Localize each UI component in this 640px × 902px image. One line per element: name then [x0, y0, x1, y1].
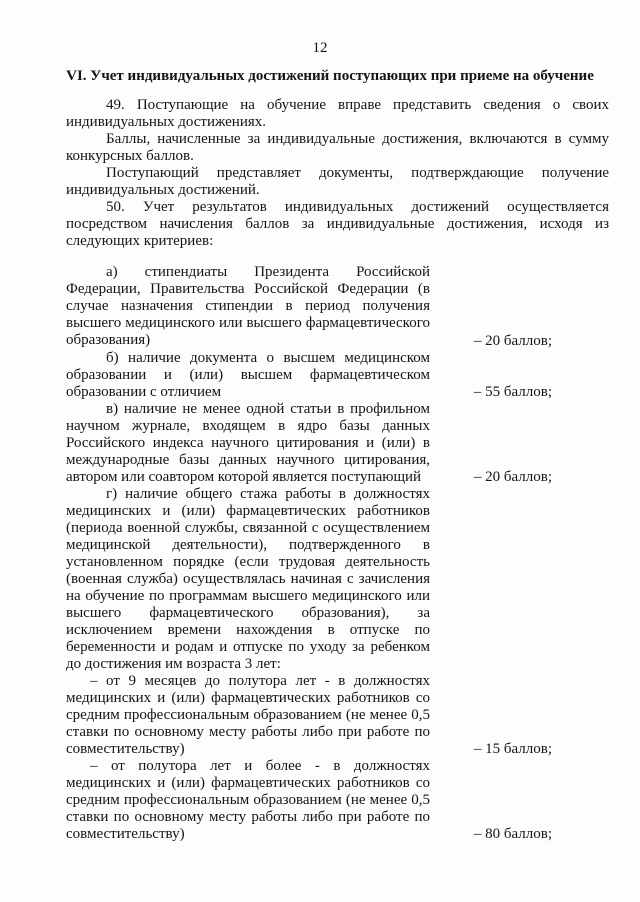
paragraph-scores-included: Баллы, начисленные за индивидуальные достижения, включаются в сумму конкурсных баллов. — [66, 131, 609, 164]
paragraph-50: 50. Учет результатов индивидуальных достижений осуществляется посредством начисления баллов за индивидуальные достижения, исходя из следующих критериев: — [66, 199, 609, 249]
criterion-d-1-5-years-score: – 80 баллов; — [473, 826, 552, 842]
page-number: 12 — [312, 40, 328, 56]
paragraph-49: 49. Поступающие на обучение вправе представить сведения о своих индивидуальных достижениях. — [66, 97, 609, 130]
criterion-c: в) наличие не менее одной статьи в профильном научном журнале, входящем в ядро базы данных Российского индекса научного цитирования и (или) в международные базы данных научного цитирования, автором или соавтором которой является поступающий — [66, 401, 430, 485]
criterion-d-9-months: – от 9 месяцев до полутора лет - в должностях медицинских и (или) фармацевтических работников со средним профессиональным образованием (не менее 0,5 ставки по основному месту работы либо при работе по совместительству) — [66, 673, 430, 757]
criterion-a: а) стипендиаты Президента Российской Федерации, Правительства Российской Федерации (в случае назначения стипендии в период получения высшего медицинского или высшего фармацевтического образования) — [66, 264, 430, 348]
criterion-d-9-months-score: – 15 баллов; — [473, 741, 552, 757]
criterion-c-score: – 20 баллов; — [473, 469, 552, 485]
criterion-b-score: – 55 баллов; — [473, 384, 552, 400]
criterion-d: г) наличие общего стажа работы в должностях медицинских и (или) фармацевтических работников (периода военной службы, связанной с осуществлением медицинской деятельности), подтвержденного в установленном порядке (если трудовая деятельность (военная служба) осуществлялась начиная с зачисления на обучение по программам высшего медицинского или высшего фармацевтического образования), за исключением времени нахождения в отпуске по беременности и родам и отпуске по уходу за ребенком до достижения им возраста 3 лет: — [66, 486, 430, 672]
criterion-d-1-5-years: – от полутора лет и более - в должностях медицинских и (или) фармацевтических работников со средним профессиональным образованием (не менее 0,5 ставки по основному месту работы либо при работе по совместительству) — [66, 758, 430, 842]
criterion-b: б) наличие документа о высшем медицинском образовании и (или) высшем фармацевтическом образовании с отличием — [66, 350, 430, 400]
criterion-a-score: – 20 баллов; — [473, 333, 552, 349]
paragraph-documents: Поступающий представляет документы, подтверждающие получение индивидуальных достижений. — [66, 165, 609, 198]
section-title: VI. Учет индивидуальных достижений поступающих при приеме на обучение — [66, 68, 594, 84]
